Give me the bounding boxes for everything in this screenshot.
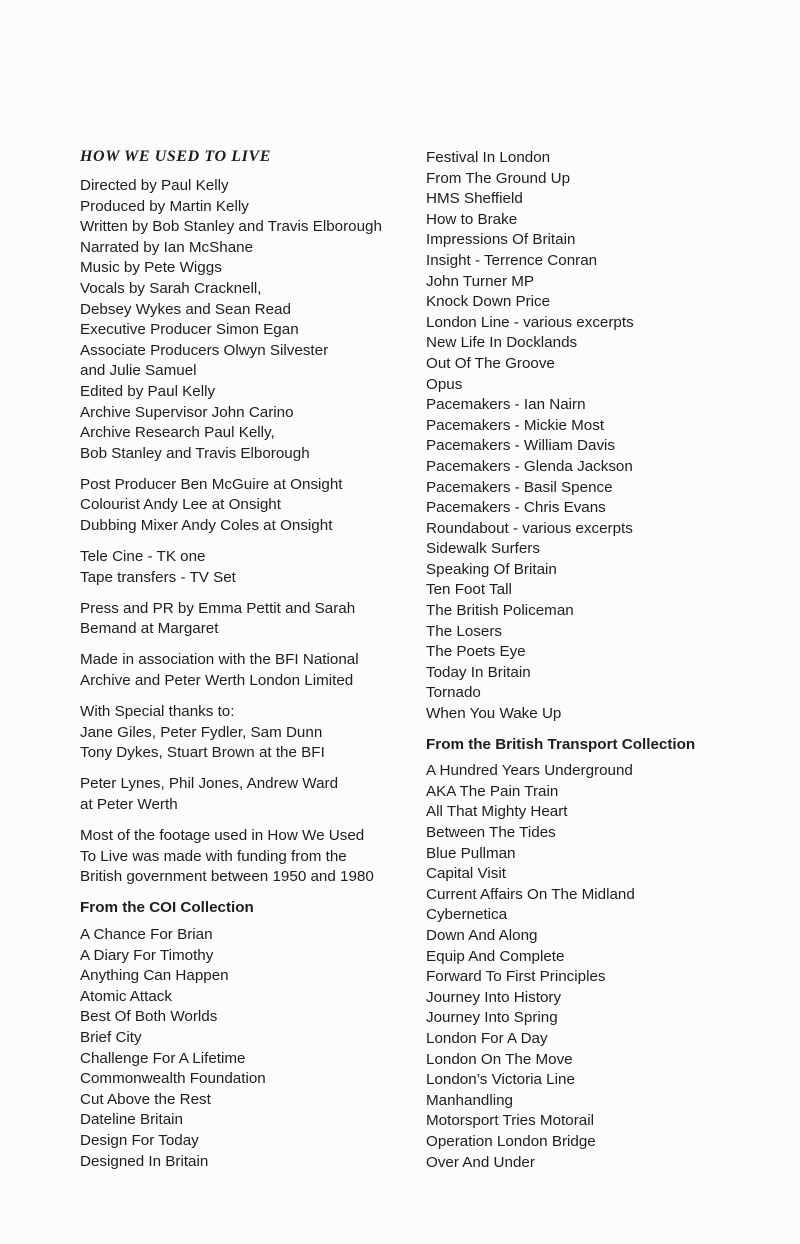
right-column bbox=[426, 148, 766, 1173]
left-column bbox=[80, 147, 410, 1172]
film-title: Pacemakers - Basil Spence bbox=[426, 478, 613, 496]
film-title: The British Policeman bbox=[426, 602, 574, 620]
film-title: Festival In London bbox=[426, 149, 551, 166]
transport-film-list bbox=[426, 761, 766, 1173]
film-title: London On The Move bbox=[426, 1050, 573, 1068]
film-title: Dateline Britain bbox=[80, 1111, 183, 1129]
film-title: Speaking Of Britain bbox=[426, 560, 557, 578]
credits-title: HOW WE USED TO LIVE bbox=[80, 148, 272, 165]
film-title: Insight - Terrence Conran bbox=[426, 251, 598, 269]
credit-line: Vocals by Sarah Cracknell, bbox=[80, 279, 262, 297]
credit-block bbox=[80, 702, 410, 764]
credit-block bbox=[80, 650, 410, 691]
film-title: All That Mighty Heart bbox=[426, 803, 568, 821]
film-title: Opus bbox=[426, 375, 463, 393]
credit-block bbox=[80, 176, 410, 464]
credit-line: Post Producer Ben McGuire at Onsight bbox=[80, 475, 343, 493]
film-title: Manhandling bbox=[426, 1091, 513, 1109]
coi-film-list bbox=[80, 925, 410, 1172]
film-title: Pacemakers - William Davis bbox=[426, 437, 616, 455]
film-title: Motorsport Tries Motorail bbox=[426, 1112, 594, 1130]
film-title: Designed In Britain bbox=[80, 1152, 209, 1170]
credit-line: British government between 1950 and 1980 bbox=[80, 868, 374, 886]
film-title: Roundabout - various excerpts bbox=[426, 519, 633, 537]
film-title: Today In Britain bbox=[426, 663, 531, 681]
film-title: Pacemakers - Chris Evans bbox=[426, 499, 606, 517]
film-title: A Hundred Years Underground bbox=[426, 762, 633, 780]
credit-line: Music by Pete Wiggs bbox=[80, 259, 222, 277]
film-title: Blue Pullman bbox=[426, 844, 516, 862]
credit-line: and Julie Samuel bbox=[80, 362, 197, 380]
credit-line: Archive Research Paul Kelly, bbox=[80, 424, 275, 442]
film-title: Over And Under bbox=[426, 1153, 535, 1171]
credit-block bbox=[80, 475, 410, 537]
film-title: Sidewalk Surfers bbox=[426, 540, 540, 558]
film-title: Down And Along bbox=[426, 926, 538, 944]
film-title: Tornado bbox=[426, 684, 481, 702]
credit-line: Bob Stanley and Travis Elborough bbox=[80, 444, 310, 462]
film-title: Pacemakers - Ian Nairn bbox=[426, 396, 586, 414]
film-title: How to Brake bbox=[426, 210, 518, 228]
credit-line: Archive and Peter Werth London Limited bbox=[80, 672, 354, 690]
credit-block bbox=[80, 547, 410, 588]
coi-film-list-continued bbox=[426, 148, 766, 725]
film-title: Atomic Attack bbox=[80, 987, 172, 1005]
credit-line: Archive Supervisor John Carino bbox=[80, 403, 294, 421]
credit-line: To Live was made with funding from the bbox=[80, 847, 347, 865]
credit-line: Executive Producer Simon Egan bbox=[80, 321, 299, 339]
film-title: Equip And Complete bbox=[426, 947, 565, 965]
film-title: Journey Into Spring bbox=[426, 1009, 558, 1027]
credit-line: Bemand at Margaret bbox=[80, 620, 219, 638]
film-title: A Diary For Timothy bbox=[80, 946, 214, 964]
credit-line: Produced by Martin Kelly bbox=[80, 197, 249, 215]
credit-line: Written by Bob Stanley and Travis Elborough bbox=[80, 218, 382, 236]
credit-blocks bbox=[80, 176, 410, 888]
transport-collection-heading: From the British Transport Collection bbox=[426, 735, 696, 753]
film-title: Brief City bbox=[80, 1028, 142, 1046]
credit-line: Tape transfers - TV Set bbox=[80, 568, 236, 586]
film-title: Current Affairs On The Midland bbox=[426, 885, 635, 903]
film-title: The Losers bbox=[426, 622, 502, 640]
credit-block bbox=[80, 826, 410, 888]
credit-line: Jane Giles, Peter Fydler, Sam Dunn bbox=[80, 723, 323, 741]
credit-line: Directed by Paul Kelly bbox=[80, 177, 229, 194]
film-title: Impressions Of Britain bbox=[426, 231, 576, 249]
credit-line: Narrated by Ian McShane bbox=[80, 238, 254, 256]
film-title: London Line - various excerpts bbox=[426, 313, 634, 331]
credit-line: Dubbing Mixer Andy Coles at Onsight bbox=[80, 517, 333, 534]
film-title: Cybernetica bbox=[426, 906, 508, 924]
credit-line: Most of the footage used in How We Used bbox=[80, 827, 365, 845]
film-title: A Chance For Brian bbox=[80, 926, 213, 943]
film-title: When You Wake Up bbox=[426, 705, 562, 723]
film-title: Challenge For A Lifetime bbox=[80, 1049, 246, 1067]
credit-block bbox=[80, 774, 410, 815]
film-title: New Life In Docklands bbox=[426, 334, 578, 352]
film-title: Journey Into History bbox=[426, 988, 562, 1006]
coi-collection-heading: From the COI Collection bbox=[80, 899, 254, 917]
credit-line: Tele Cine - TK one bbox=[80, 548, 206, 566]
credit-line: Press and PR by Emma Pettit and Sarah bbox=[80, 599, 356, 617]
film-title: Knock Down Price bbox=[426, 293, 551, 311]
credit-line: Associate Producers Olwyn Silvester bbox=[80, 341, 329, 359]
film-title: Forward To First Principles bbox=[426, 968, 606, 986]
credit-line: With Special thanks to: bbox=[80, 703, 235, 721]
film-title: Capital Visit bbox=[426, 865, 506, 883]
credit-line: Debsey Wykes and Sean Read bbox=[80, 300, 291, 318]
credit-block bbox=[80, 599, 410, 640]
film-title: London For A Day bbox=[426, 1029, 548, 1047]
credit-line: Made in association with the BFI National bbox=[80, 651, 359, 669]
film-title: Anything Can Happen bbox=[80, 967, 229, 985]
film-title: Pacemakers - Glenda Jackson bbox=[426, 457, 633, 475]
film-title: London’s Victoria Line bbox=[426, 1071, 575, 1089]
film-title: AKA The Pain Train bbox=[426, 782, 559, 800]
film-title: Commonwealth Foundation bbox=[80, 1070, 266, 1088]
film-title: Between The Tides bbox=[426, 824, 556, 841]
film-title: Pacemakers - Mickie Most bbox=[426, 416, 605, 434]
film-title: Ten Foot Tall bbox=[426, 581, 512, 599]
credit-line: Colourist Andy Lee at Onsight bbox=[80, 496, 281, 514]
film-title: Design For Today bbox=[80, 1131, 199, 1149]
film-title: The Poets Eye bbox=[426, 643, 526, 661]
film-title: Out Of The Groove bbox=[426, 354, 555, 372]
film-title: John Turner MP bbox=[426, 272, 535, 290]
film-title: HMS Sheffield bbox=[426, 190, 523, 208]
film-title: Best Of Both Worlds bbox=[80, 1008, 218, 1026]
film-title: From The Ground Up bbox=[426, 169, 571, 187]
credit-line: Edited by Paul Kelly bbox=[80, 382, 216, 400]
film-title: Cut Above the Rest bbox=[80, 1090, 211, 1108]
credit-line: Peter Lynes, Phil Jones, Andrew Ward bbox=[80, 775, 339, 793]
film-title: Operation London Bridge bbox=[426, 1132, 596, 1150]
credit-line: at Peter Werth bbox=[80, 796, 178, 814]
credit-line: Tony Dykes, Stuart Brown at the BFI bbox=[80, 744, 325, 762]
